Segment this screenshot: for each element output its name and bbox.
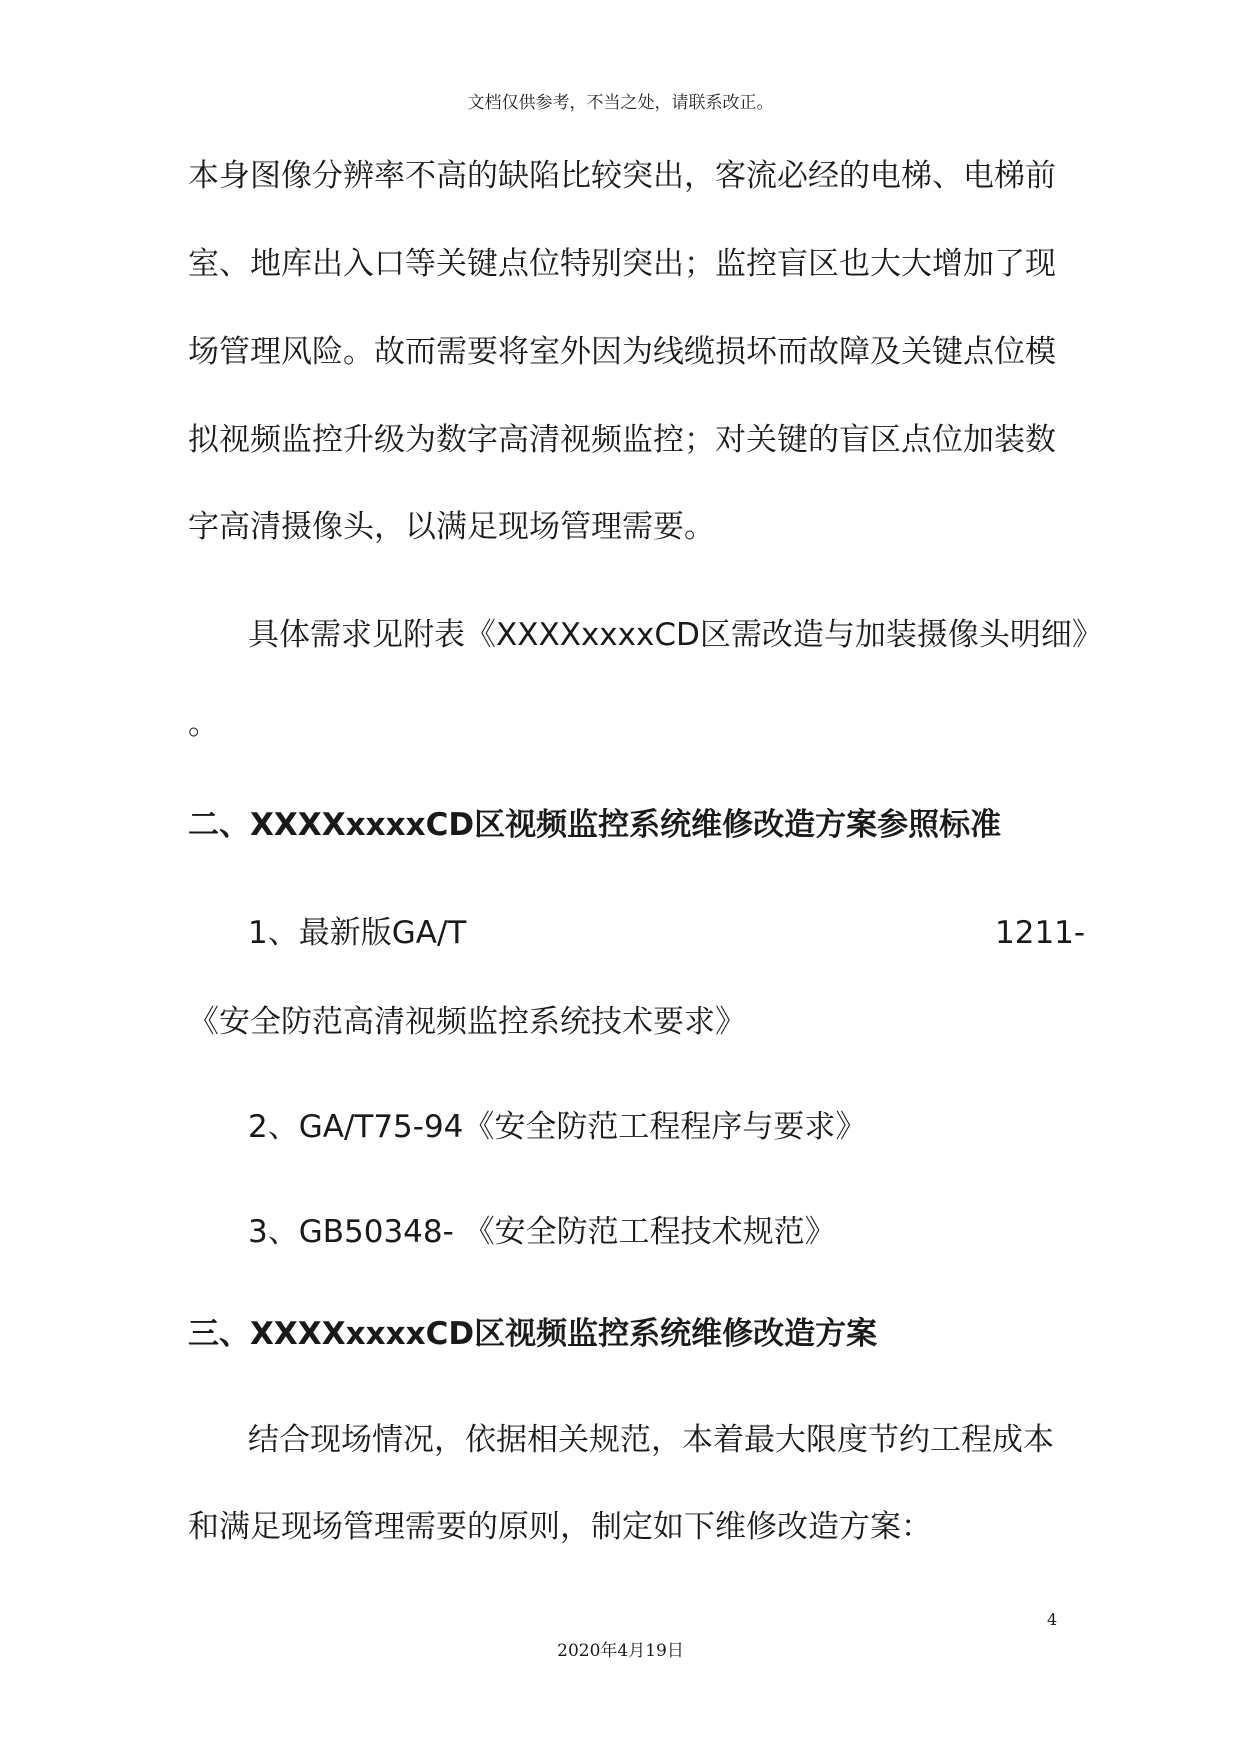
paragraph-line: 本身图像分辨率不高的缺陷比较突出，客流必经的电梯、电梯前 [188, 158, 1056, 194]
paragraph-line: 。 [188, 706, 219, 742]
standard-item: 《安全防范高清视频监控系统技术要求》 [188, 1004, 746, 1040]
paragraph-line: 结合现场情况，依据相关规范，本着最大限度节约工程成本 [248, 1422, 1054, 1458]
paragraph-line: 字高清摄像头，以满足现场管理需要。 [188, 509, 715, 545]
page-number: 4 [1047, 1610, 1058, 1629]
section-heading: 三、XXXXxxxxCD区视频监控系统维修改造方案 [188, 1316, 878, 1352]
paragraph-line: 和满足现场管理需要的原则，制定如下维修改造方案： [188, 1509, 932, 1545]
section-heading: 二、XXXXxxxxCD区视频监控系统维修改造方案参照标准 [188, 807, 1002, 843]
paragraph-line: 具体需求见附表《XXXXxxxxCD区需改造与加装摄像头明细》 [248, 617, 1103, 653]
footer-date: 2020年4月19日 [557, 1641, 684, 1661]
standard-item: 1、最新版GA/T [248, 915, 467, 951]
paragraph-line: 拟视频监控升级为数字高清视频监控；对关键的盲区点位加装数 [188, 422, 1056, 458]
paragraph-line: 室、地库出入口等关键点位特别突出；监控盲区也大大增加了现 [188, 246, 1056, 282]
header-note: 文档仅供参考，不当之处，请联系改正。 [467, 93, 774, 113]
standard-item: 2、GA/T75-94《安全防范工程程序与要求》 [248, 1109, 867, 1145]
standard-item: 3、GB50348- 《安全防范工程技术规范》 [248, 1214, 836, 1250]
paragraph-line: 场管理风险。故而需要将室外因为线缆损坏而故障及关键点位模 [188, 334, 1056, 370]
standard-item-number: 1211- [995, 915, 1086, 951]
